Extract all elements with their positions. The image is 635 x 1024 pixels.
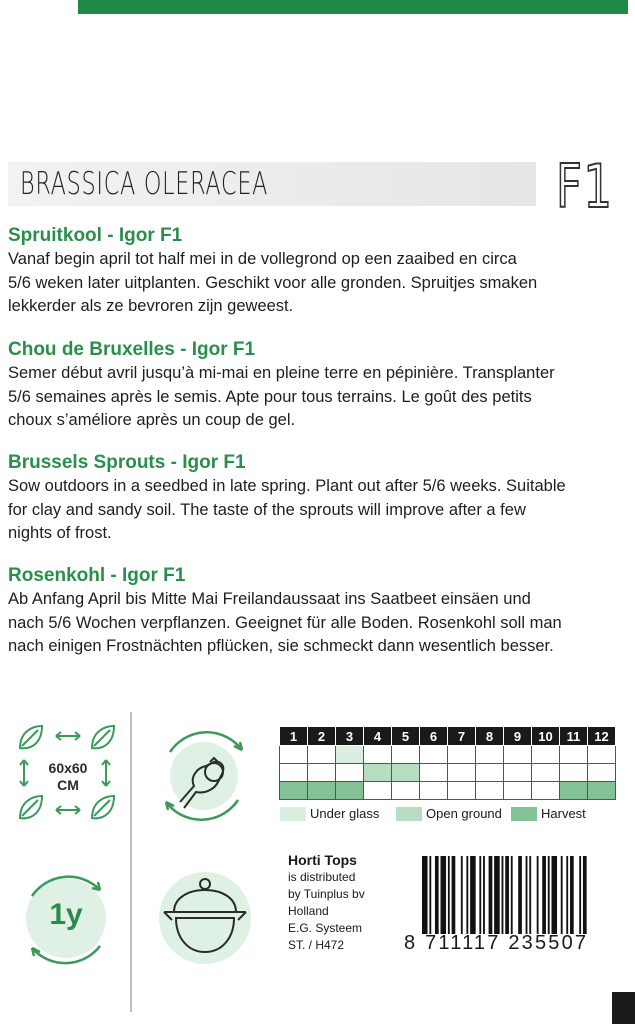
hand-cycle-icon (150, 722, 258, 830)
latin-name: BRASSICA OLERACEA (20, 166, 269, 202)
body-line: for clay and sandy soil. The taste of the sprouts will improve after a few (8, 500, 526, 519)
distributor-line: E.G. Systeem (288, 921, 363, 935)
barcode-bar (529, 856, 531, 934)
spacing-label (40, 760, 96, 794)
legend-swatch (280, 807, 306, 821)
legend-swatch (396, 807, 422, 821)
month-cell: 8 (476, 727, 504, 746)
body-line: nach 5/6 Wochen verpflanzen. Geeignet für alle Boden. Rosenkohl soll man (8, 613, 562, 632)
month-cell: 4 (364, 727, 392, 746)
calendar-cell (336, 746, 364, 764)
month-header-row (280, 727, 616, 746)
barcode-bar (570, 856, 574, 934)
section-body (8, 248, 630, 319)
calendar-cell (532, 764, 560, 782)
barcode-bar (583, 856, 587, 934)
body-line: nach einigen Frostnächten pflücken, sie schmeckt dann wesentlich besser. (8, 637, 554, 655)
month-cell: 12 (588, 727, 616, 746)
legend-label: Open ground (426, 806, 502, 821)
barcode-bar (548, 856, 550, 934)
lifespan-icon (14, 866, 118, 970)
body-line: 5/6 weken later uitplanten. Geschikt voor alle gronden. Spruitjes smaken (8, 273, 538, 292)
lifespan-value: 1y (49, 898, 83, 931)
pot-icon (150, 862, 260, 972)
distributor-info (288, 852, 365, 954)
barcode-bar (435, 856, 439, 934)
section-german (8, 564, 630, 659)
barcode-bar (466, 856, 468, 934)
calendar-cell (476, 782, 504, 800)
calendar-cell (364, 782, 392, 800)
section-body (8, 362, 630, 433)
calendar-cell (588, 746, 616, 764)
barcode-bar (479, 856, 481, 934)
calendar-cell (588, 782, 616, 800)
calendar-cell (392, 782, 420, 800)
calendar-cell (588, 764, 616, 782)
calendar-cell (308, 764, 336, 782)
calendar-cell (448, 782, 476, 800)
calendar-cell (336, 764, 364, 782)
barcode-bar (461, 856, 463, 934)
sowing-calendar (279, 726, 616, 800)
month-cell: 10 (532, 727, 560, 746)
section-body (8, 475, 630, 546)
legend-under-glass (280, 806, 379, 821)
calendar-cell (336, 782, 364, 800)
body-line: Sow outdoors in a seedbed in late spring. Plant out after 5/6 weeks. Suitable (8, 477, 566, 495)
month-cell: 2 (308, 727, 336, 746)
barcode-bar (429, 856, 431, 934)
calendar-cell (364, 764, 392, 782)
f1-badge: F1 (556, 152, 614, 222)
body-line: Semer début avril jusqu’à mi-mai en pleine terre en pépinière. Transplanter (8, 364, 555, 382)
section-french (8, 338, 630, 433)
calendar-cell (532, 746, 560, 764)
section-title: Chou de Bruxelles - Igor F1 (8, 339, 256, 360)
month-cell: 11 (560, 727, 588, 746)
distributor-line: Holland (288, 904, 329, 918)
calendar-cell (476, 746, 504, 764)
open-ground-row (280, 764, 616, 782)
calendar-cell (420, 764, 448, 782)
calendar-cell (420, 746, 448, 764)
body-line: Vanaf begin april tot half mei in de vollegrond op een zaaibed en circa (8, 250, 517, 268)
barcode-bar (566, 856, 568, 934)
month-cell: 3 (336, 727, 364, 746)
calendar-cell (392, 746, 420, 764)
harvest-hand-icon (150, 722, 258, 830)
brand-name: Horti Tops (288, 852, 357, 868)
month-cell: 9 (504, 727, 532, 746)
barcode-bar (537, 856, 539, 934)
calendar-cell (560, 764, 588, 782)
barcode-bar (441, 856, 447, 934)
barcode-bar (470, 856, 476, 934)
calendar-cell (504, 764, 532, 782)
distributor-line: by Tuinplus bv (288, 887, 365, 901)
calendar-cell (364, 746, 392, 764)
under-glass-row (280, 746, 616, 764)
legend-swatch (511, 807, 537, 821)
calendar-cell (308, 782, 336, 800)
body-line: choux s’améliore après un coup de gel. (8, 411, 296, 429)
barcode-bar (526, 856, 528, 934)
calendar-cell (560, 782, 588, 800)
calendar-cell (476, 764, 504, 782)
barcode-bar (502, 856, 504, 934)
calendar-cell (448, 746, 476, 764)
legend-harvest (511, 806, 586, 821)
calendar-cell (392, 764, 420, 782)
barcode-bar (452, 856, 456, 934)
barcode-bar (561, 856, 563, 934)
barcode-bar (518, 856, 522, 934)
harvest-row (280, 782, 616, 800)
calendar-cell (280, 764, 308, 782)
barcode (420, 856, 630, 934)
month-cell: 1 (280, 727, 308, 746)
month-cell: 7 (448, 727, 476, 746)
spacing-unit: CM (57, 777, 79, 793)
month-cell: 6 (420, 727, 448, 746)
barcode-bar (552, 856, 558, 934)
barcode-bar (448, 856, 450, 934)
section-body (8, 588, 630, 659)
spacing-icon (14, 718, 122, 828)
section-dutch (8, 224, 630, 319)
top-color-bar (78, 0, 628, 14)
calendar-cell (504, 746, 532, 764)
barcode-bar (483, 856, 485, 934)
distributor-line: is distributed (288, 870, 356, 884)
section-title: Rosenkohl - Igor F1 (8, 565, 186, 586)
section-title: Spruitkool - Igor F1 (8, 225, 183, 246)
legend-label: Under glass (310, 806, 380, 821)
barcode-bar (494, 856, 500, 934)
calendar-cell (448, 764, 476, 782)
barcode-bar (542, 856, 546, 934)
legend-open-ground (396, 806, 502, 821)
calendar-cell (560, 746, 588, 764)
barcode-bar (422, 856, 428, 934)
section-title: Brussels Sprouts - Igor F1 (8, 452, 246, 473)
distributor-line: ST. / H472 (288, 938, 345, 952)
section-english (8, 451, 630, 546)
body-line: Ab Anfang April bis Mitte Mai Freilandaussaat ins Saatbeet einsäen und (8, 590, 531, 608)
body-line: lekkerder als ze bevroren zijn geweest. (8, 297, 294, 315)
body-line: 5/6 semaines après le semis. Apte pour tous terrains. Le goût des petits (8, 387, 532, 406)
covered-pot-icon (150, 862, 260, 972)
month-cell: 5 (392, 727, 420, 746)
barcode-bar (511, 856, 513, 934)
body-line: nights of frost. (8, 524, 112, 542)
barcode-number: 8 711117 235507 (404, 932, 589, 954)
calendar-cell (420, 782, 448, 800)
barcode-bar (505, 856, 509, 934)
calendar-cell (532, 782, 560, 800)
barcode-bar (489, 856, 493, 934)
icon-divider (130, 712, 132, 1012)
calendar-cell (504, 782, 532, 800)
spacing-value: 60x60 (48, 760, 88, 776)
legend-label: Harvest (541, 806, 586, 821)
calendar-cell (308, 746, 336, 764)
calendar-cell (280, 782, 308, 800)
calendar-cell (280, 746, 308, 764)
corner-mark (612, 992, 635, 1024)
barcode-bar (579, 856, 581, 934)
